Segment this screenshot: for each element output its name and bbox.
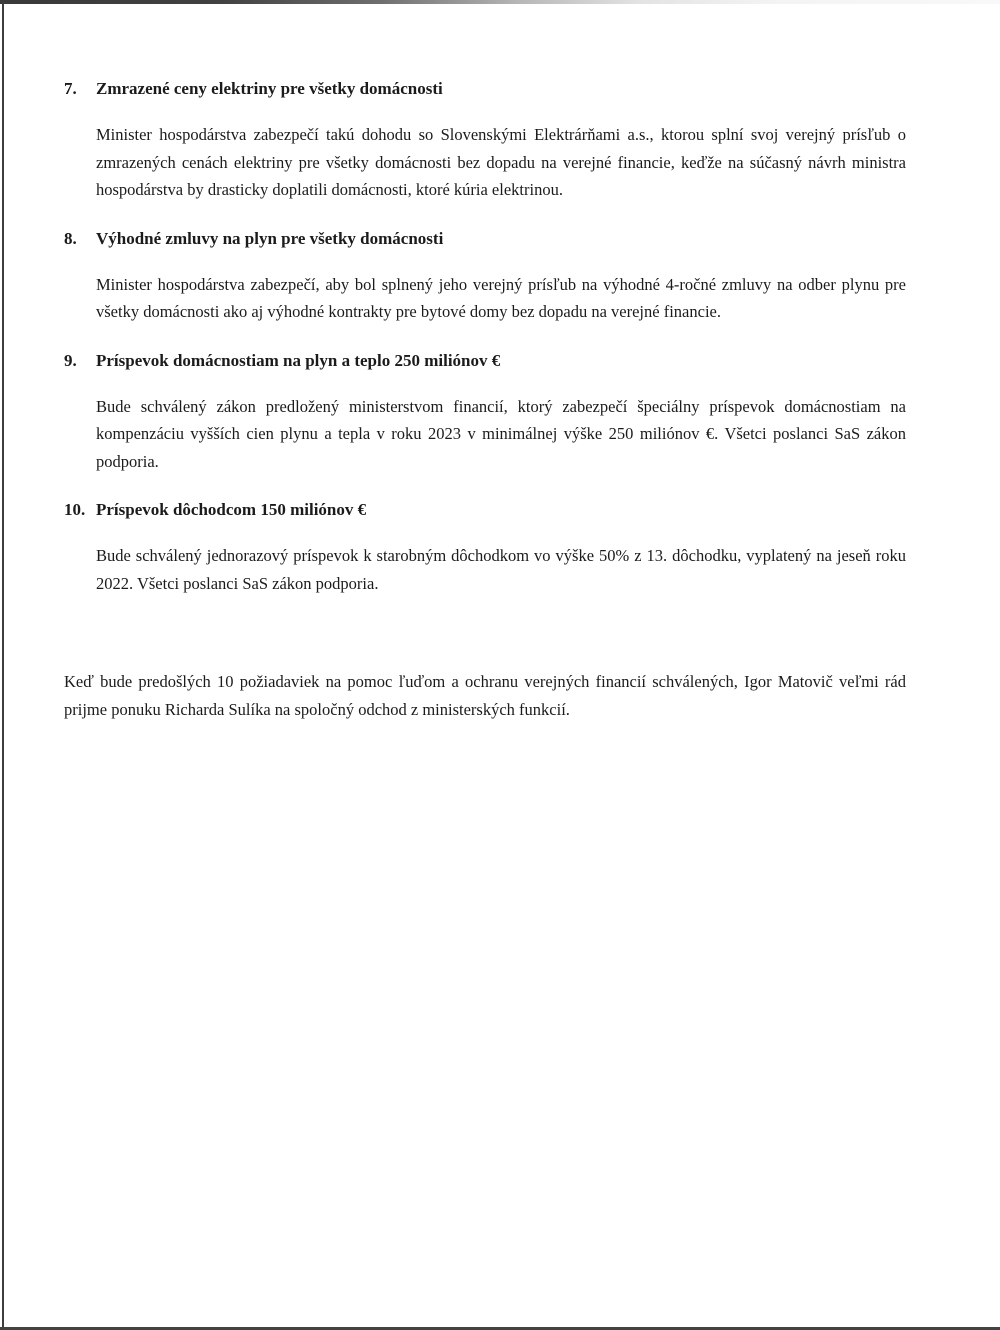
item-content (96, 78, 906, 228)
item-body: Bude schválený jednorazový príspevok k starobným dôchodkom vo výške 50% z 13. dôchodku, vyplatený na jeseň roku 2022. Všetci poslanci SaS zákon podporia. (96, 546, 906, 593)
item-number: 8. (64, 228, 77, 248)
item-heading: Výhodné zmluvy na plyn pre všetky domácnosti (96, 228, 444, 248)
item-body: Minister hospodárstva zabezpečí takú dohodu so Slovenskými Elektrárňami a.s., ktorou splní svoj verejný prísľub o zmrazených cenách elektriny pre všetky domácnosti bez dopadu na verejné financie, keďže na súčasný návrh ministra hospodárstva by drasticky doplatili domácnosti, ktoré kúria elektrinou. (96, 125, 906, 199)
list-item (64, 350, 906, 500)
item-content (96, 499, 906, 597)
item-heading: Zmrazené ceny elektriny pre všetky domácnosti (96, 79, 443, 98)
item-number: 7. (64, 79, 77, 98)
item-heading: Príspevok domácnostiam na plyn a teplo 250 miliónov € (96, 350, 501, 370)
list-item (64, 499, 906, 597)
item-heading: Príspevok dôchodcom 150 miliónov € (96, 500, 367, 519)
item-number: 10. (64, 500, 86, 519)
item-content (96, 350, 906, 500)
closing-paragraph: Keď bude predošlých 10 požiadaviek na pomoc ľuďom a ochranu verejných financií schválených, Igor Matovič veľmi rád prijme ponuku Richarda Sulíka na spoločný odchod z ministerských funkcií. (64, 672, 906, 719)
item-body: Minister hospodárstva zabezpečí, aby bol splnený jeho verejný prísľub na výhodné 4-ročné zmluvy na odber plynu pre všetky domácnosti ako aj výhodné kontrakty pre bytové domy bez dopadu na verejné financie. (96, 274, 906, 321)
item-number: 9. (64, 350, 77, 370)
list-item (64, 228, 906, 350)
item-body: Bude schválený zákon predložený ministerstvom financií, ktorý zabezpečí špeciálny príspevok domácnostiam na kompenzáciu vyšších cien plynu a tepla v roku 2023 v minimálnej výške 250 miliónov €. Všetci poslanci SaS zákon podporia. (96, 396, 906, 471)
item-content (96, 228, 906, 350)
list-item (64, 78, 906, 228)
